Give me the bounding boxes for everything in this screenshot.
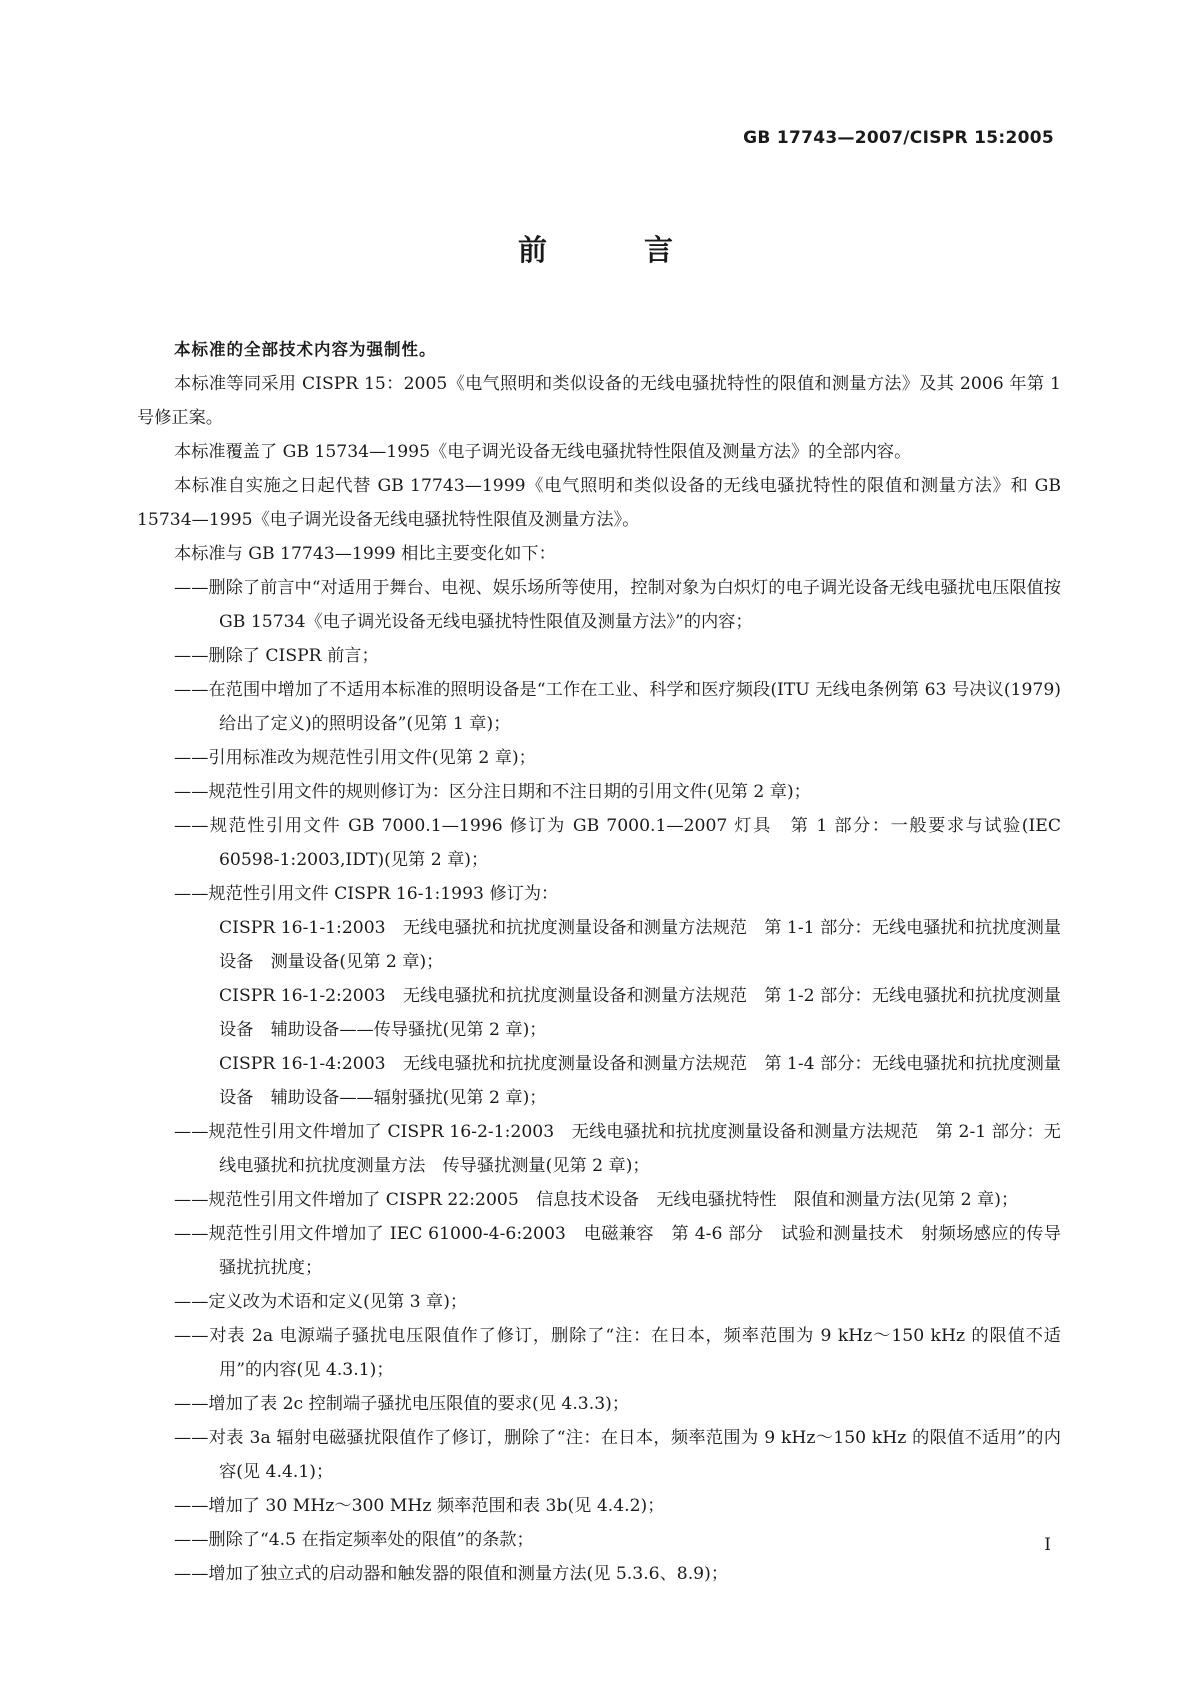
sub-item: CISPR 16-1-1:2003 无线电骚扰和抗扰度测量设备和测量方法规范 第 1-1 部分：无线电骚扰和抗扰度测量设备 测量设备(见第 2 章)；: [219, 918, 1061, 972]
standard-code: GB 17743—2007/CISPR 15:2005: [743, 128, 1054, 148]
change-item: ——引用标准改为规范性引用文件(见第 2 章)；: [174, 748, 536, 768]
mandatory-statement: 本标准的全部技术内容为强制性。: [174, 340, 437, 359]
page-title: 前 言: [517, 233, 707, 267]
paragraph: 本标准自实施之日起代替 GB 17743—1999《电气照明和类似设备的无线电骚扰特性的限值和测量方法》和 GB 15734—1995《电子调光设备无线电骚扰特性限值及测量方法》。: [137, 476, 1061, 530]
change-item: ——对表 3a 辐射电磁骚扰限值作了修订，删除了“注：在日本，频率范围为 9 kHz～150 kHz 的限值不适用”的内容(见 4.4.1)；: [174, 1428, 1061, 1482]
change-item: ——规范性引用文件的规则修订为：区分注日期和不注日期的引用文件(见第 2 章)；: [174, 782, 811, 802]
change-item: ——删除了 CISPR 前言；: [174, 646, 379, 666]
change-item: ——在范围中增加了不适用本标准的照明设备是“工作在工业、科学和医疗频段(ITU 无线电条例第 63 号决议(1979)给出了定义)的照明设备”(见第 1 章)；: [174, 680, 1061, 734]
change-item: ——增加了表 2c 控制端子骚扰电压限值的要求(见 4.3.3)；: [174, 1394, 630, 1414]
change-item: ——对表 2a 电源端子骚扰电压限值作了修订，删除了“注：在日本，频率范围为 9 kHz～150 kHz 的限值不适用”的内容(见 4.3.1)；: [174, 1326, 1061, 1380]
sub-item: CISPR 16-1-4:2003 无线电骚扰和抗扰度测量设备和测量方法规范 第 1-4 部分：无线电骚扰和抗扰度测量设备 辅助设备——辐射骚扰(见第 2 章)；: [219, 1054, 1061, 1108]
sub-item: CISPR 16-1-2:2003 无线电骚扰和抗扰度测量设备和测量方法规范 第 1-2 部分：无线电骚扰和抗扰度测量设备 辅助设备——传导骚扰(见第 2 章)；: [219, 986, 1061, 1040]
change-item: ——删除了“4.5 在指定频率处的限值”的条款；: [174, 1530, 534, 1550]
page-number: I: [1044, 1535, 1051, 1555]
change-item: ——增加了独立式的启动器和触发器的限值和测量方法(见 5.3.6、8.9)；: [174, 1564, 729, 1584]
change-item: ——定义改为术语和定义(见第 3 章)；: [174, 1292, 468, 1312]
paragraph: 本标准覆盖了 GB 15734—1995《电子调光设备无线电骚扰特性限值及测量方法》的全部内容。: [174, 442, 912, 462]
change-item: ——规范性引用文件增加了 IEC 61000-4-6:2003 电磁兼容 第 4-6 部分 试验和测量技术 射频场感应的传导骚扰抗扰度；: [174, 1224, 1061, 1278]
paragraph: 本标准等同采用 CISPR 15：2005《电气照明和类似设备的无线电骚扰特性的限值和测量方法》及其 2006 年第 1 号修正案。: [137, 374, 1061, 428]
change-item: ——规范性引用文件增加了 CISPR 16-2-1:2003 无线电骚扰和抗扰度测量设备和测量方法规范 第 2-1 部分：无线电骚扰和抗扰度测量方法 传导骚扰测量(见第 2 章)；: [174, 1122, 1061, 1176]
foreword-body: [137, 333, 1061, 1591]
change-item: ——规范性引用文件 CISPR 16-1:1993 修订为：: [174, 884, 559, 904]
change-item: ——删除了前言中“对适用于舞台、电视、娱乐场所等使用，控制对象为白炽灯的电子调光设备无线电骚扰电压限值按 GB 15734《电子调光设备无线电骚扰特性限值及测量方法》”的内容；: [174, 578, 1061, 632]
change-item: ——规范性引用文件增加了 CISPR 22:2005 信息技术设备 无线电骚扰特性 限值和测量方法(见第 2 章)；: [174, 1190, 1019, 1210]
change-item: ——规范性引用文件 GB 7000.1—1996 修订为 GB 7000.1—2007 灯具 第 1 部分：一般要求与试验(IEC 60598-1:2003,IDT)(见第 2 章)；: [174, 816, 1061, 870]
change-item: ——增加了 30 MHz～300 MHz 频率范围和表 3b(见 4.4.2)；: [174, 1496, 665, 1516]
paragraph: 本标准与 GB 17743—1999 相比主要变化如下：: [174, 544, 556, 564]
